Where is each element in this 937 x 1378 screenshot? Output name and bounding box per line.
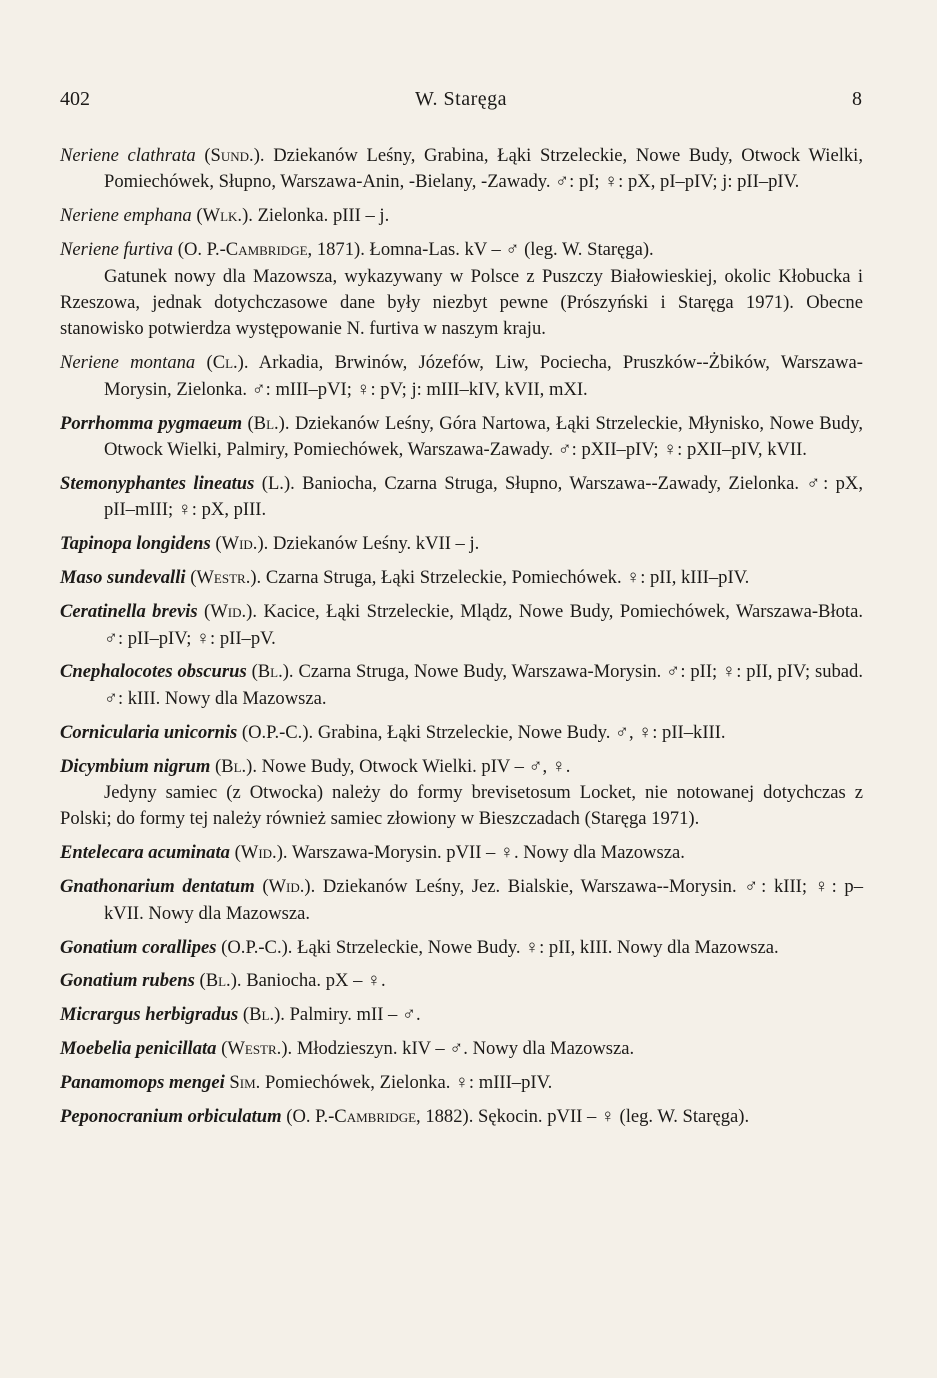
species-entry [60, 935, 863, 961]
species-name: Moebelia penicillata [60, 1038, 217, 1060]
species-author: (Wlk.). [196, 205, 253, 227]
species-name: Gnathonarium dentatum [60, 876, 255, 898]
species-records: Czarna Struga, Łąki Strzeleckie, Pomiechówek. ♀: pII, kIII–pIV. [265, 567, 750, 589]
species-author: (Wid.). [204, 601, 257, 623]
species-name: Maso sundevalli [60, 567, 186, 589]
species-entry [60, 659, 863, 712]
species-entry [60, 874, 863, 927]
species-entry [60, 237, 863, 263]
species-records: Baniocha, Czarna Struga, Słupno, Warszawa--Zawady, Zielonka. ♂: pX, pII–mIII; ♀: pX, pIII. [104, 472, 863, 521]
species-name: Stemonyphantes lineatus [60, 472, 255, 494]
species-name: Cornicularia unicornis [60, 721, 238, 743]
part-number: 8 [852, 88, 862, 110]
species-author: (Sund.). [204, 145, 265, 166]
species-author: (Westr.). [221, 1038, 293, 1060]
page-header [60, 88, 862, 118]
species-name: Neriene furtiva [60, 239, 174, 261]
species-entry [60, 143, 863, 196]
species-entry [60, 471, 863, 524]
species-records: Nowe Budy, Otwock Wielki. pIV – ♂, ♀. [261, 755, 571, 777]
species-records: Pomiechówek, Zielonka. ♀: mIII–pIV. [264, 1072, 553, 1094]
species-author: (Wid.). [215, 533, 269, 555]
species-name: Porrhomma pygmaeum [60, 412, 243, 434]
species-records: Dziekanów Leśny, Góra Nartowa, Łąki Strzeleckie, Młynisko, Nowe Budy, Otwock Wielki, Palmiry, Pomiechówek, Warszawa-Zawady. ♂: pXII–pIV; ♀: pXII–pIV, kVII. [104, 412, 863, 461]
species-records: Warszawa-Morysin. pVII – ♀. Nowy dla Mazowsza. [291, 842, 685, 864]
species-name: Neriene clathrata [60, 145, 196, 166]
species-entry [60, 968, 863, 994]
species-records: Czarna Struga, Nowe Budy, Warszawa-Morysin. ♂: pII; ♀: pII, pIV; subad. ♂: kIII. Nowy dla Mazowsza. [104, 661, 863, 709]
species-records: Grabina, Łąki Strzeleckie, Nowe Budy. ♂, ♀: pII–kIII. [317, 721, 726, 743]
species-note: Jedyny samiec (z Otwocka) należy do formy brevisetosum Locket, nie notowanej dotychczas z Polski; do formy tej należy również samiec złowiony w Bieszczadach (Staręga 1971). [60, 782, 863, 830]
species-name: Peponocranium orbiculatum [60, 1106, 282, 1128]
species-author: Sim. [229, 1072, 261, 1094]
species-records: Kacice, Łąki Strzeleckie, Mlądz, Nowe Budy, Pomiechówek, Warszawa-Błota. ♂: pII–pIV; ♀: pII–pV. [104, 601, 863, 649]
species-author: (Westr.). [190, 567, 262, 589]
species-entry [60, 754, 863, 780]
species-author: (Bl.). [251, 661, 294, 683]
species-entry [60, 350, 863, 403]
species-records: Arkadia, Brwinów, Józefów, Liw, Pociecha, Pruszków--Żbików, Warszawa-Morysin, Zielonka. ♂: mIII–pVI; ♀: pV; j: mIII–kIV, kVII, mXI. [104, 352, 863, 400]
species-author: (Bl.). [247, 412, 290, 434]
species-author: (L.). [261, 472, 295, 494]
species-entry [60, 531, 863, 557]
species-name: Gonatium corallipes [60, 936, 217, 958]
species-entry [60, 1002, 863, 1028]
species-author: (Wid.). [234, 842, 288, 864]
species-entry [60, 599, 863, 652]
species-entry [60, 1070, 863, 1096]
species-list [60, 143, 863, 1138]
species-records: Palmiry. mII – ♂. [289, 1004, 421, 1026]
species-author: (Wid.). [262, 876, 316, 898]
species-entry [60, 1104, 863, 1130]
species-name: Entelecara acuminata [60, 842, 230, 864]
species-records: Dziekanów Leśny. kVII – j. [272, 533, 480, 555]
species-note: Gatunek nowy dla Mazowsza, wykazywany w Polsce z Puszczy Białowieskiej, okolic Kłobucka i Rzeszowa, jednak dotychczasowe dane były niezbyt pewne (Prószyński i Staręga 1971). Obecne stanowisko potwierdza występowanie N. furtiva w naszym kraju. [60, 265, 863, 340]
species-author: (O.P.-C.). [241, 721, 314, 743]
species-records: Zielonka. pIII – j. [257, 205, 390, 227]
species-records: Baniocha. pX – ♀. [246, 970, 386, 992]
species-author: (Cl.). [206, 352, 249, 374]
species-records: Łomna-Las. kV – ♂ (leg. W. Staręga). [369, 239, 654, 261]
species-name: Dicymbium nigrum [60, 755, 211, 777]
species-records: Dziekanów Leśny, Grabina, Łąki Strzeleckie, Nowe Budy, Otwock Wielki, Pomiechówek, Słupno, Warszawa-Anin, -Bielany, -Zawady. ♂: pI; ♀: pX, pI–pIV; j: pII–pIV. [104, 145, 863, 193]
species-records: Dziekanów Leśny, Jez. Bialskie, Warszawa--Morysin. ♂: kIII; ♀: p–kVII. Nowy dla Mazowsza. [104, 876, 863, 924]
species-entry [60, 720, 863, 746]
species-records: Łąki Strzeleckie, Nowe Budy. ♀: pII, kIII. Nowy dla Mazowsza. [297, 936, 779, 958]
species-name: Gonatium rubens [60, 970, 195, 992]
species-name: Cnephalocotes obscurus [60, 661, 247, 683]
species-entry [60, 203, 863, 229]
species-name: Tapinopa longidens [60, 533, 211, 555]
species-entry [60, 840, 863, 866]
species-name: Panamomops mengei [60, 1072, 225, 1094]
species-records: Sękocin. pVII – ♀ (leg. W. Staręga). [478, 1106, 750, 1128]
species-author: (Bl.). [242, 1004, 285, 1026]
species-author: (O. P.-Cambridge, 1871). [177, 239, 365, 261]
running-author: W. Staręga [414, 88, 507, 110]
species-entry [60, 1036, 863, 1062]
species-name: Neriene emphana [60, 205, 192, 227]
species-entry [60, 565, 863, 591]
species-records: Młodzieszyn. kIV – ♂. Nowy dla Mazowsza. [296, 1038, 635, 1060]
species-author: (Bl.). [214, 755, 258, 777]
species-name: Micrargus herbigradus [60, 1004, 239, 1026]
species-author: (O.P.-C.). [221, 936, 293, 958]
species-author: (Bl.). [199, 970, 242, 992]
species-author: (O. P.-Cambridge, 1882). [286, 1106, 474, 1128]
species-name: Ceratinella brevis [60, 601, 198, 623]
species-entry [60, 411, 863, 464]
page-number: 402 [60, 88, 90, 110]
species-name: Neriene montana [60, 352, 196, 374]
